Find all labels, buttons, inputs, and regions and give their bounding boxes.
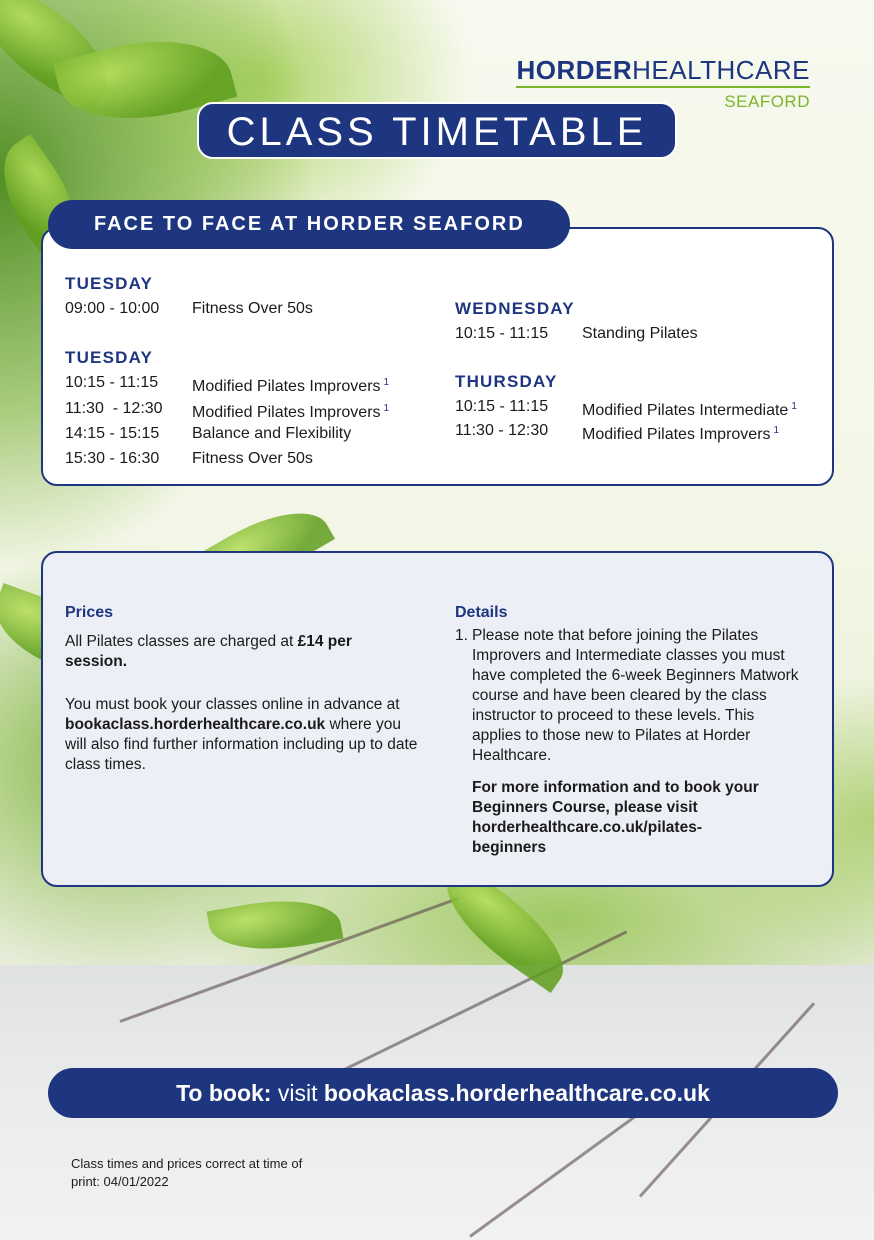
brand-divider <box>516 86 810 88</box>
details-item-number: 1. <box>455 627 468 644</box>
class-name <box>582 323 698 345</box>
prices-text <box>65 632 395 672</box>
class-name <box>192 298 313 320</box>
print-footnote: Class times and prices correct at time of print: 04/01/2022 <box>71 1156 303 1189</box>
footnote-marker: 1 <box>383 377 390 388</box>
class-time: 14:15 - 15:15 <box>65 425 160 442</box>
class-name <box>192 372 389 398</box>
booking-info-tail: where you will also find further information including up to date class times. <box>65 716 418 773</box>
class-time: 11:30 - 12:30 <box>455 422 549 439</box>
booking-info-text <box>65 695 425 775</box>
section-title: FACE TO FACE AT HORDER SEAFORD <box>48 200 570 249</box>
class-time: 09:00 - 10:00 <box>65 300 160 317</box>
day-heading: THURSDAY <box>455 372 558 391</box>
class-time: 10:15 - 11:15 <box>455 398 549 415</box>
day-heading: TUESDAY <box>65 348 154 367</box>
prices-heading: Prices <box>65 604 114 621</box>
class-name-text: Standing Pilates <box>582 325 698 342</box>
floor-plank-line <box>329 930 627 1077</box>
details-heading: Details <box>455 604 508 621</box>
class-name-text: Balance and Flexibility <box>192 425 352 442</box>
booking-info-lead: You must book your classes online in advance at <box>65 696 400 713</box>
brand-name-light: HEALTHCARE <box>632 55 810 85</box>
leaf-decoration <box>207 889 344 961</box>
brand-location: SEAFORD <box>724 92 810 111</box>
class-row <box>65 398 435 420</box>
price-value: £14 per session. <box>65 633 352 670</box>
class-name <box>192 423 351 445</box>
class-time: 15:30 - 16:30 <box>65 450 160 467</box>
details-item-text: Please note that before joining the Pilates Improvers and Intermediate classes you must have completed the 6-week Beginners Matwork course and have been cleared by the class instructor to proceed to these levels. This applies to those new to Pilates at Horder Healthcare. <box>472 627 799 764</box>
class-time: 10:15 - 11:15 <box>455 325 549 342</box>
class-row <box>65 448 435 470</box>
class-name <box>192 448 313 470</box>
footnote-marker: 1 <box>791 401 797 412</box>
booking-url-link[interactable]: bookaclass.horderhealthcare.co.uk <box>65 716 326 733</box>
class-name-text: Modified Pilates Improvers <box>582 426 771 443</box>
class-name <box>582 420 779 446</box>
day-heading: WEDNESDAY <box>455 299 575 318</box>
class-row <box>65 423 435 445</box>
brand-name-bold: HORDER <box>516 55 633 85</box>
footnote-marker: 1 <box>383 403 390 414</box>
brand-name <box>516 56 810 84</box>
prices-text-lead: All Pilates classes are charged at <box>65 633 298 650</box>
class-row <box>455 323 825 345</box>
class-time: 10:15 - 11:15 <box>65 374 159 391</box>
class-row <box>65 372 435 394</box>
class-name <box>192 398 389 424</box>
class-row <box>455 420 825 442</box>
footnote-marker: 1 <box>773 425 780 436</box>
class-row <box>455 396 825 418</box>
class-name-text: Fitness Over 50s <box>192 450 313 467</box>
booking-banner[interactable] <box>48 1068 838 1118</box>
day-heading: TUESDAY <box>65 274 154 293</box>
booking-banner-mid: visit <box>271 1080 324 1106</box>
booking-banner-url[interactable]: bookaclass.horderhealthcare.co.uk <box>323 1080 710 1106</box>
class-time: 11:30 - 12:30 <box>65 400 163 417</box>
class-name-text: Modified Pilates Intermediate <box>582 402 789 419</box>
class-name-text: Fitness Over 50s <box>192 300 313 317</box>
class-name <box>582 396 797 422</box>
class-row <box>65 298 435 320</box>
class-name-text: Modified Pilates Improvers <box>192 378 381 395</box>
beginners-course-link[interactable]: For more information and to book your Beginners Course, please visit horderhealthcare.co.uk/pilates-beginners <box>472 779 759 856</box>
booking-banner-lead: To book: <box>176 1080 272 1106</box>
page-title: CLASS TIMETABLE <box>197 102 677 159</box>
class-name-text: Modified Pilates Improvers <box>192 404 381 421</box>
